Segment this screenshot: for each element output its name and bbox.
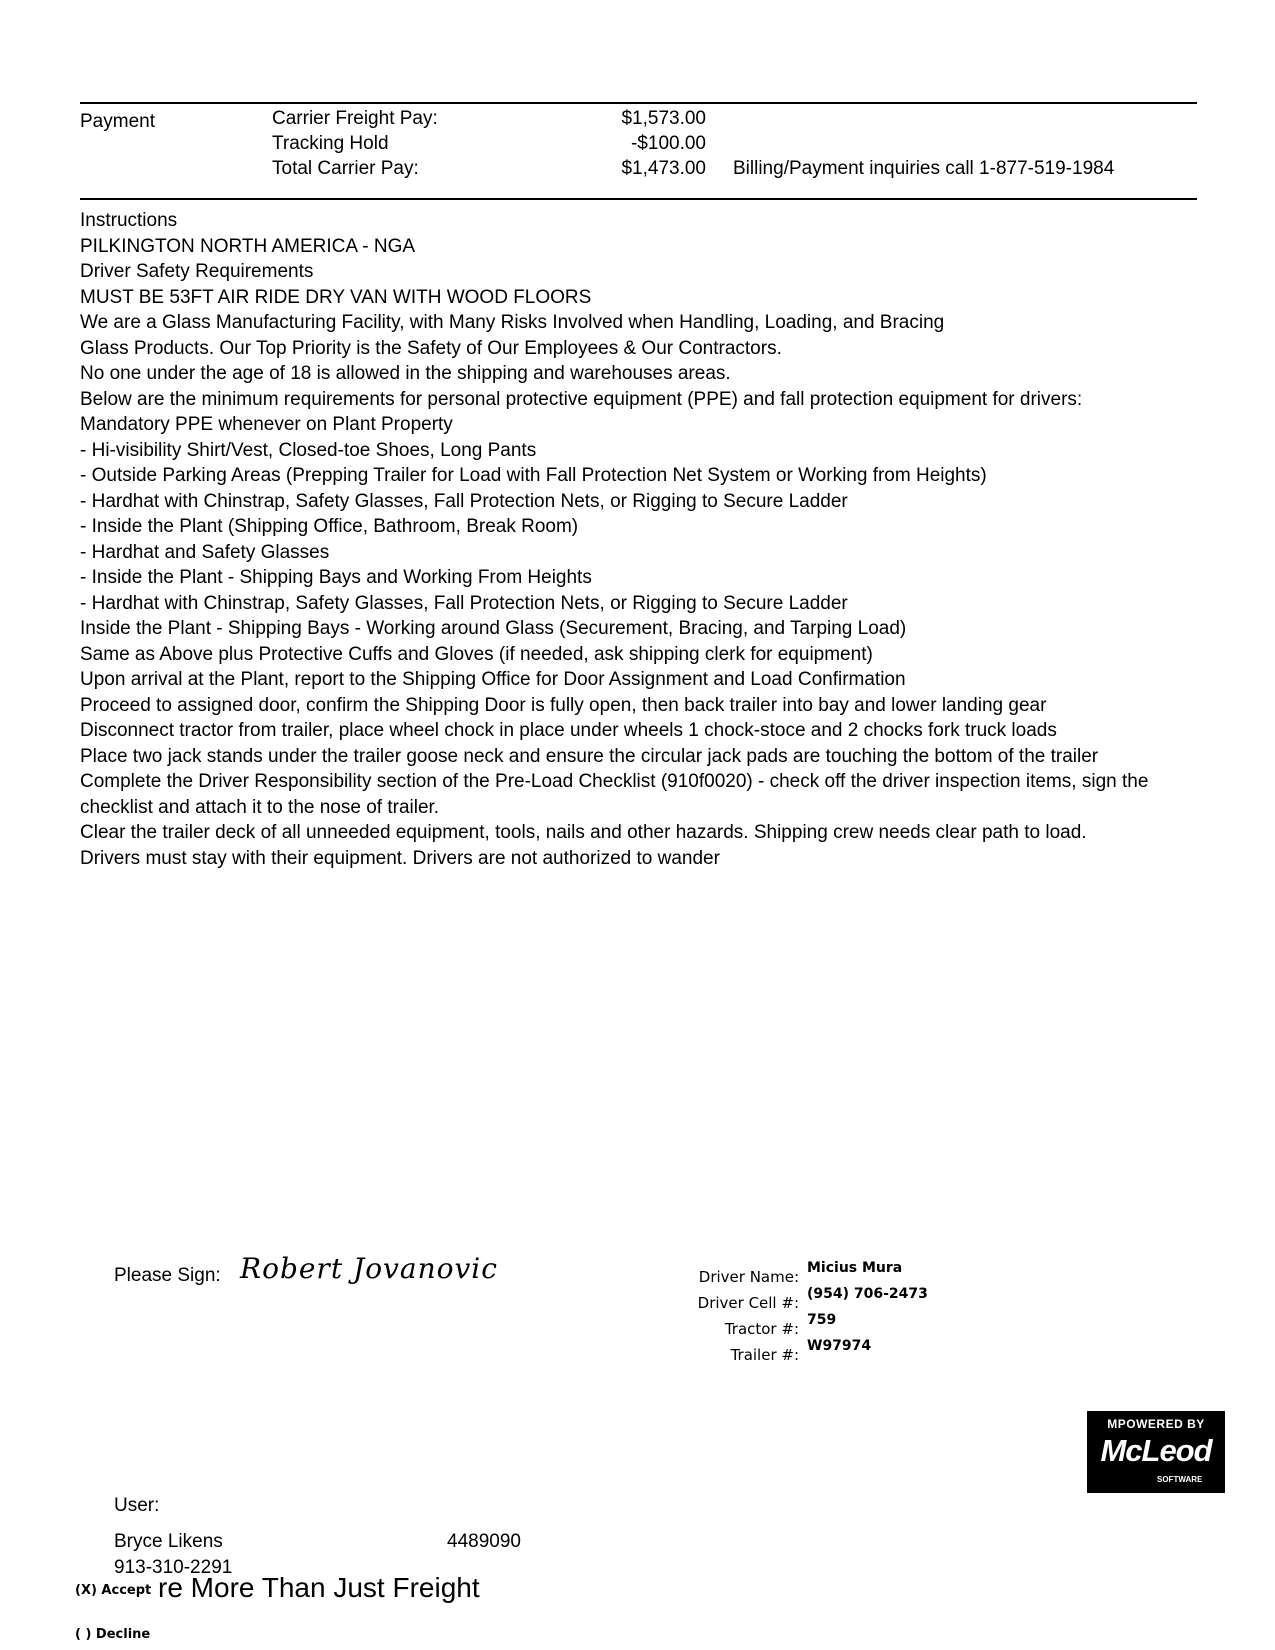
instruction-line: Place two jack stands under the trailer goose neck and ensure the circular jack pads are touching the bottom of the trailer bbox=[80, 745, 1099, 767]
driver-cell-label: Driver Cell #: bbox=[697, 1294, 799, 1312]
instruction-line: Disconnect tractor from trailer, place wheel chock in place under wheels 1 chock-stoce and 2 chocks fork truck loads bbox=[80, 720, 1057, 741]
driver-name-value: Micius Mura bbox=[807, 1260, 903, 1276]
logo-powered-by-text: MPOWERED BY bbox=[1107, 1417, 1205, 1431]
driver-cell-value: (954) 706-2473 bbox=[807, 1286, 928, 1302]
driver-name-label: Driver Name: bbox=[698, 1268, 799, 1286]
user-phone: 913-310-2291 bbox=[114, 1557, 233, 1578]
user-name: Bryce Likens bbox=[114, 1531, 223, 1552]
user-label: User: bbox=[114, 1495, 160, 1516]
logo-brand-text: McLeod bbox=[1100, 1433, 1212, 1468]
total-carrier-pay-amount: $1,473.00 bbox=[621, 158, 706, 179]
tracking-hold-label: Tracking Hold bbox=[272, 133, 389, 154]
tractor-number-value: 759 bbox=[807, 1312, 837, 1328]
instruction-line: - Inside the Plant - Shipping Bays and Working From Heights bbox=[80, 567, 592, 588]
instruction-line: - Hi-visibility Shirt/Vest, Closed-toe Shoes, Long Pants bbox=[80, 439, 537, 461]
instructions-heading: Instructions bbox=[80, 210, 178, 231]
instruction-line: Driver Safety Requirements bbox=[80, 261, 314, 282]
instruction-line: No one under the age of 18 is allowed in the shipping and warehouses areas. bbox=[80, 363, 731, 384]
instructions-block bbox=[80, 208, 1200, 871]
accept-option[interactable]: (X) Accept bbox=[75, 1583, 152, 1598]
tracking-hold-amount: -$100.00 bbox=[630, 133, 706, 154]
logo-software-text: SOFTWARE bbox=[1157, 1475, 1203, 1484]
please-sign-label: Please Sign: bbox=[114, 1265, 221, 1286]
instruction-line: - Hardhat and Safety Glasses bbox=[80, 541, 330, 563]
carrier-freight-pay-amount: $1,573.00 bbox=[621, 108, 706, 129]
instruction-line: Same as Above plus Protective Cuffs and Gloves (if needed, ask shipping clerk for equipment) bbox=[80, 643, 873, 665]
total-carrier-pay-label: Total Carrier Pay: bbox=[272, 158, 419, 179]
instruction-line: Glass Products. Our Top Priority is the Safety of Our Employees & Our Contractors. bbox=[80, 337, 782, 359]
trailer-number-value: W97974 bbox=[807, 1338, 872, 1354]
trailer-number-label: Trailer #: bbox=[730, 1346, 799, 1364]
instruction-line: Complete the Driver Responsibility section of the Pre-Load Checklist (910f0020) - check off the driver inspection items, sign the checklist and attach it to the nose of trailer. bbox=[80, 771, 1149, 818]
driver-signature: Robert Jovanovic bbox=[240, 1252, 498, 1285]
user-id: 4489090 bbox=[447, 1531, 521, 1552]
instruction-line: Drivers must stay with their equipment. Drivers are not authorized to wander bbox=[80, 847, 720, 869]
decline-option[interactable]: ( ) Decline bbox=[75, 1627, 151, 1642]
instruction-line: - Hardhat with Chinstrap, Safety Glasses, Fall Protection Nets, or Rigging to Secure Ladder bbox=[80, 592, 848, 614]
instruction-line: Upon arrival at the Plant, report to the Shipping Office for Door Assignment and Load Confirmation bbox=[80, 669, 906, 690]
instruction-line: Inside the Plant - Shipping Bays - Working around Glass (Securement, Bracing, and Tarping Load) bbox=[80, 618, 907, 639]
instruction-line: Proceed to assigned door, confirm the Shipping Door is fully open, then back trailer into bay and lower landing gear bbox=[80, 694, 1047, 716]
instruction-line: PILKINGTON NORTH AMERICA - NGA bbox=[80, 235, 416, 257]
slogan-text: re More Than Just Freight bbox=[158, 1572, 480, 1603]
instruction-line: We are a Glass Manufacturing Facility, with Many Risks Involved when Handling, Loading, and Bracing bbox=[80, 312, 945, 333]
instruction-line: MUST BE 53FT AIR RIDE DRY VAN WITH WOOD FLOORS bbox=[80, 286, 592, 308]
instruction-line: Below are the minimum requirements for personal protective equipment (PPE) and fall protection equipment for drivers: bbox=[80, 388, 1083, 410]
instruction-line: Mandatory PPE whenever on Plant Property bbox=[80, 414, 453, 435]
carrier-freight-pay-label: Carrier Freight Pay: bbox=[272, 108, 438, 129]
instruction-line: - Inside the Plant (Shipping Office, Bathroom, Break Room) bbox=[80, 516, 579, 537]
instruction-line: - Hardhat with Chinstrap, Safety Glasses, Fall Protection Nets, or Rigging to Secure Ladder bbox=[80, 490, 848, 512]
billing-inquiries-note: Billing/Payment inquiries call 1-877-519-1984 bbox=[733, 158, 1115, 179]
tractor-number-label: Tractor #: bbox=[724, 1320, 799, 1338]
instruction-line: Clear the trailer deck of all unneeded equipment, tools, nails and other hazards. Shipping crew needs clear path to load. bbox=[80, 822, 1087, 843]
top-rule bbox=[80, 102, 1197, 104]
mcleod-logo bbox=[1087, 1411, 1225, 1493]
bottom-rule bbox=[80, 198, 1197, 200]
instruction-line: - Outside Parking Areas (Prepping Trailer for Load with Fall Protection Net System or Working from Heights) bbox=[80, 465, 987, 486]
payment-label: Payment bbox=[80, 111, 155, 132]
